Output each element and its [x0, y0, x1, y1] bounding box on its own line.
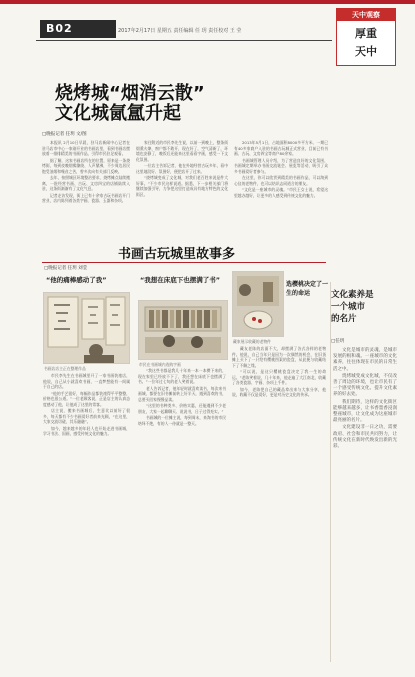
paragraph: 本报讯 2月10日早晨，驻马店新闻中心记者在驻马店市中心一家刚开业的书画店里，看到书画店摆放着一排排精美的书画作品，引得市民驻足观看。: [42, 140, 130, 156]
paragraph: 我们期待，这样的文化街区能够越来越多，让书香墨香浸润整座城市，让文化成为这座城市最亮丽的名片。: [333, 399, 397, 424]
antique-photo-illustration: [233, 272, 283, 336]
sidebar-title-line2: 一个城市: [331, 302, 366, 312]
sidebar-title: [331, 289, 391, 325]
story-1-headline: “他的痛棒感动了我”: [46, 276, 107, 284]
section-name-line2: 天中: [355, 45, 377, 58]
brand-tag: 天中观察: [337, 9, 395, 21]
story-2-headline: “我想在床底下也摆满了书”: [140, 276, 221, 284]
paragraph: 烧烤城变成文化城，不仅改善了周边的环境，也让市民有了一个感受传统文化、提升文化素养的好去处。: [333, 373, 397, 398]
paragraph: 去年，按照城区环境整治要求，烧烤摊点陆续搬离，一批经营书画、古玩、文房四宝的店铺陆续入驻，这条街渐渐有了文化气息。: [42, 175, 130, 191]
paragraph: 店主说，搬来书画城后，生意比以前好了很多，每天都有不少书画爱好者前来光顾，“在这里，大家交流切磋，其乐融融”。: [43, 408, 130, 424]
header-rule: [36, 40, 332, 41]
paragraph: 一位店主告诉记者，他在外地经营古玩多年，看中这里地段好、氛围好，便把店开了过来。: [136, 163, 228, 174]
sidebar-title-line1: 文化素养是: [331, 290, 374, 300]
sidebar-body: [333, 348, 397, 663]
paragraph: 如今，越来越多的年轻人也开始走进书画城，学习书法、国画，感受传统文化的魅力。: [43, 425, 130, 436]
paragraph: 书画城管理人员介绍，为了营造良好的文化氛围，书画城定期举办书画交流笔会、展览等活动，吸引了众多书画爱好者参与。: [234, 157, 328, 174]
paragraph: 2013年5月1日，占地面积8000多平方米、一期已有40多家商户入驻的书画古玩城正式营业，目前已有书画、古玩、文房四宝等商户80余家。: [234, 140, 328, 156]
photo-caption: 书画店店主正在整理作品: [44, 366, 86, 371]
paragraph: 老人告诉记者，他年轻时就喜欢读书，每次来书画城，都要在旧书摊前转上好半天，遇到喜欢的书，总要买回家慢慢品读。: [138, 385, 226, 402]
paragraph: “可以说，是这只樱桃瓷盘决定了我一生的命运。”老陈笑着说，几十年来，他走遍了大江南北，收藏了各类瓷器、字画、杂项上千件。: [232, 369, 326, 385]
paragraph: “烧烤城变成了文化城，对我们老百姓来说是件大好事。”不少市民这样说道。据悉，下一步相关部门将继续加强引导，力争把这里打造成具有地方特色的文化街区。: [136, 175, 228, 197]
paragraph: 书画城的一位摊主说，每到周末，来淘书的市民络绎不绝，有的人一待就是一整天。: [138, 415, 226, 426]
paragraph: 据了解，这家书画店所在的位置，原来是一条烧烤街，每到夜晚烟雾缭绕、人声鼎沸，不少周边居民饱受油烟和噪音之苦，曾多次向有关部门反映。: [42, 157, 130, 174]
main-article-column-3: [234, 140, 328, 236]
main-headline-line1: 烧烤城“烟消云散”: [55, 83, 205, 104]
paragraph: 记者走访发现，街上已有十余家古玩书画店开门营业，店内陈列着各类字画、瓷器、玉器和杂项。: [42, 192, 130, 203]
main-article-column-2: [136, 140, 228, 236]
paragraph: “这里的书种类多、价格实惠，还能遇到不少老朋友，大家一起聊聊天、说说书，日子过得充实。”: [138, 403, 226, 414]
paragraph: “他的手艺很好，每幅作品都装裱得平平整整，价格也很公道。”一位老顾客说，正是店主的认真态度感动了他，让他成了这里的常客。: [43, 390, 130, 407]
story-1-photo: [43, 292, 130, 371]
dateline: 2017年2月17日 星期五 责任编辑 任 玥 责任校对 王 莹: [118, 28, 242, 34]
photo-caption: 市民在书画城内选购字画: [139, 362, 181, 367]
paragraph: 家住附近的市民李先生说，以前一到晚上，整条街烟熏火燎，窗户都不敢开，现在好了，空气清新了，环境也安静了，晚饭后还能来这里看看字画，感受一下文化氛围。: [136, 140, 228, 162]
main-headline-line2: 文化城氤氲升起: [55, 103, 181, 124]
paragraph: 藏友老陈的店面不大，却摆满了各式各样的老物件。他说，自己当年只是因为一次偶然的机会，在旧货摊上买下了一只绘有樱桃图案的瓷盘，从此便与收藏结下了不解之缘。: [232, 346, 326, 368]
story-2-photo: [138, 300, 228, 367]
page-code: B02: [40, 20, 116, 38]
paragraph: 市民李先生在书画城里开了一家书画装裱店，他说，自己从小就喜欢书画，一直梦想能有一间属于自己的店。: [43, 373, 130, 389]
feature-byline: □晚报记者 任玥 刘莹: [44, 266, 88, 271]
sidebar-byline: □任玥: [331, 339, 345, 344]
section-brand-box: [336, 8, 396, 66]
paragraph: 文化是城市的灵魂，是城市发展的根和魂。一座城市的文化素养，往往体现在市民的日常生活之中。: [333, 348, 397, 372]
story-3-photo: [232, 271, 284, 344]
story-3-body: [232, 346, 326, 663]
paragraph: “文化是一座城市的灵魂。”市民王女士说，希望这里越办越好，让更多的人感受到传统文化的魅力。: [234, 187, 328, 198]
photo-caption: 藏家展示收藏的老物件: [233, 339, 271, 344]
paragraph: 如今，老陈把自己的藏品拿出来与大家分享，他说，收藏不仅是爱好，更是对历史文化的传承。: [232, 386, 326, 397]
story-3-headline: 选樱桃决定了一生的命运: [286, 281, 329, 297]
main-byline: □晚报记者 任玥 文/图: [42, 132, 87, 137]
main-article-column-1: [42, 140, 130, 236]
header-accent-bar: [0, 0, 415, 4]
section-name-line1: 厚重: [355, 27, 377, 40]
paragraph: “我这些书都是我几十年来一本一本攒下来的，现在家里已经放不下了，我还想在床底下也摆满了书。”一位年过七旬的老人笑着说。: [138, 368, 226, 384]
feature-section-title: 书画古玩城里故事多: [118, 247, 236, 262]
paragraph: 文化建设非一日之功，需要政府、社会和市民共同努力，让传统文化在新时代焕发出新的光彩。: [333, 425, 397, 450]
story-1-body: [43, 373, 130, 663]
paragraph: 在这里，你可以欣赏到精美的书画作品，可以淘到心仪的老物件，也可以结识志同道合的朋友。: [234, 175, 328, 186]
section-rule: [42, 262, 326, 263]
calligraphy-photo-illustration: [44, 293, 129, 363]
sidebar-title-line3: 的名片: [331, 314, 357, 324]
bookstall-photo-illustration: [139, 301, 227, 359]
story-2-body: [138, 368, 226, 663]
